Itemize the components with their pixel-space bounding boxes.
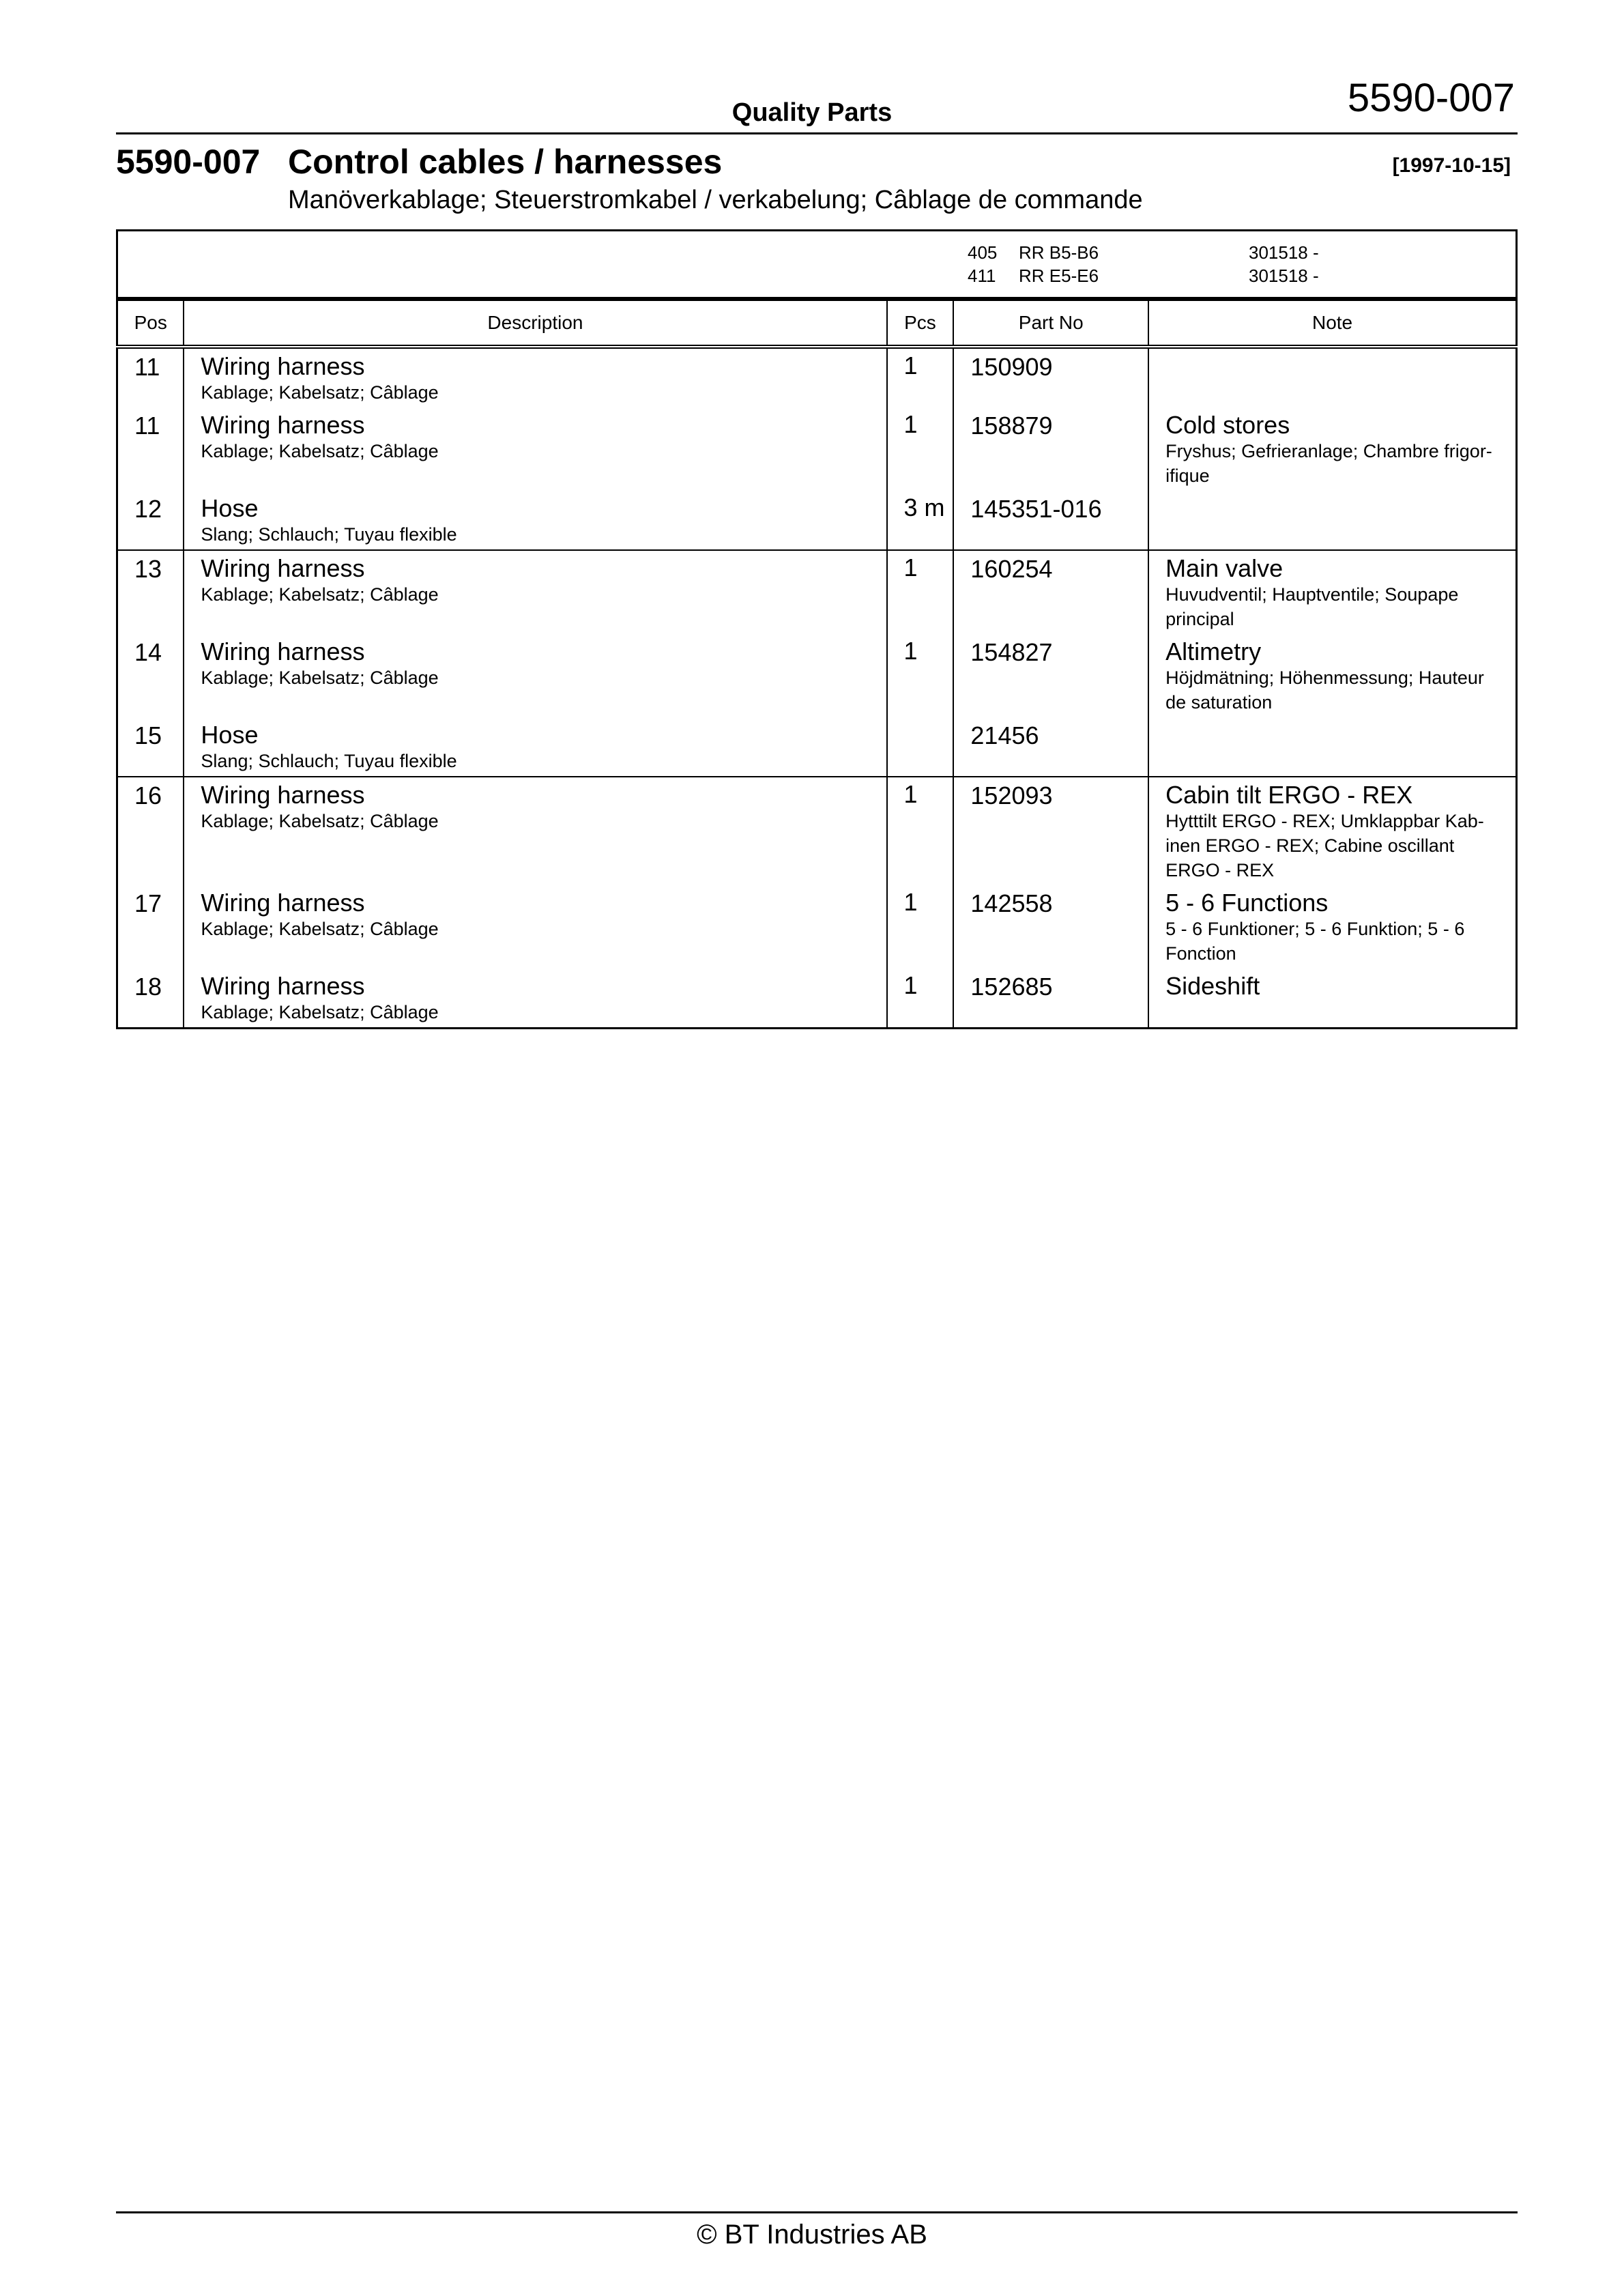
cell-description (184, 550, 886, 634)
table-header-row (117, 300, 1517, 347)
page-code: 5590-007 (1347, 76, 1515, 120)
note-translations: Hytttilt ERGO - REX; Umklappbar Kab-inen ERGO - REX; Cabine oscillant ERGO - REX (1165, 811, 1484, 880)
table-row (117, 968, 1517, 1029)
cell-part-no: 158879 (953, 407, 1148, 491)
cell-part-no: 21456 (953, 717, 1148, 777)
serial-type: RR B5-B6 (1019, 242, 1099, 263)
cell-description (184, 885, 886, 968)
note-main: Cold stores (1165, 411, 1290, 439)
serial-model: 411 (968, 266, 996, 286)
table-row (117, 550, 1517, 634)
description-main: Hose (201, 721, 259, 749)
cell-pos: 15 (117, 717, 184, 777)
cell-pcs: 1 (887, 407, 954, 491)
description-main: Wiring harness (201, 411, 365, 439)
cell-note (1148, 885, 1516, 968)
parts-table (116, 299, 1518, 1029)
section-number: 5590-007 (116, 143, 261, 181)
cell-description (184, 634, 886, 717)
cell-pos: 14 (117, 634, 184, 717)
description-translations: Kablage; Kabelsatz; Câblage (201, 441, 439, 461)
cell-part-no: 154827 (953, 634, 1148, 717)
cell-description (184, 717, 886, 777)
cell-note (1148, 491, 1516, 550)
serial-line (118, 242, 1516, 266)
cell-pcs: 3 m (887, 491, 954, 550)
serial-box (116, 229, 1518, 299)
description-translations: Kablage; Kabelsatz; Câblage (201, 382, 439, 403)
note-translations: Huvudventil; Hauptventile; Soupape principal (1165, 584, 1459, 629)
cell-pos: 12 (117, 491, 184, 550)
cell-part-no: 142558 (953, 885, 1148, 968)
cell-pos: 13 (117, 550, 184, 634)
note-translations (1165, 721, 1502, 724)
serial-number: 301518 - (1249, 242, 1319, 263)
table-row (117, 407, 1517, 491)
section-title: Control cables / harnesses (288, 143, 723, 181)
description-main: Wiring harness (201, 637, 365, 665)
cell-pos: 11 (117, 347, 184, 407)
note-main: Altimetry (1165, 637, 1262, 665)
description-translations: Kablage; Kabelsatz; Câblage (201, 1002, 439, 1022)
column-header-part-no: Part No (953, 300, 1148, 347)
description-main: Wiring harness (201, 554, 365, 582)
cell-pcs: 1 (887, 777, 954, 885)
cell-description (184, 407, 886, 491)
description-translations: Kablage; Kabelsatz; Câblage (201, 668, 439, 688)
cell-part-no: 145351-016 (953, 491, 1148, 550)
section-date: [1997-10-15] (1392, 154, 1511, 177)
note-main: Main valve (1165, 554, 1284, 582)
cell-note (1148, 550, 1516, 634)
cell-note (1148, 407, 1516, 491)
serial-type: RR E5-E6 (1019, 266, 1099, 286)
cell-pcs: 1 (887, 634, 954, 717)
cell-part-no: 150909 (953, 347, 1148, 407)
description-main: Hose (201, 494, 259, 522)
cell-pos: 16 (117, 777, 184, 885)
table-row (117, 777, 1517, 885)
table-row (117, 491, 1517, 550)
column-header-pcs: Pcs (887, 300, 954, 347)
note-translations: 5 - 6 Funktioner; 5 - 6 Funktion; 5 - 6 Fonction (1165, 919, 1465, 964)
description-main: Wiring harness (201, 972, 365, 1000)
description-main: Wiring harness (201, 889, 365, 917)
serial-number: 301518 - (1249, 266, 1319, 286)
serial-model: 405 (968, 242, 998, 263)
section-subtitle: Manöverkablage; Steuerstromkabel / verkabelung; Câblage de commande (288, 186, 1143, 214)
note-translations: Fryshus; Gefrieranlage; Chambre frigor-ifique (1165, 441, 1492, 486)
description-translations: Slang; Schlauch; Tuyau flexible (201, 524, 457, 545)
note-translations (1165, 1000, 1502, 1003)
description-main: Wiring harness (201, 781, 365, 809)
cell-part-no: 160254 (953, 550, 1148, 634)
serial-line (118, 266, 1516, 289)
header-divider (116, 132, 1518, 134)
cell-description (184, 347, 886, 407)
cell-pos: 11 (117, 407, 184, 491)
description-translations: Kablage; Kabelsatz; Câblage (201, 811, 439, 831)
note-translations: Höjdmätning; Höhenmessung; Hauteur de saturation (1165, 668, 1484, 713)
cell-description (184, 968, 886, 1029)
column-header-note: Note (1148, 300, 1516, 347)
table-row (117, 717, 1517, 777)
note-translations (1165, 495, 1502, 498)
description-translations: Kablage; Kabelsatz; Câblage (201, 919, 439, 939)
cell-pos: 17 (117, 885, 184, 968)
description-translations: Slang; Schlauch; Tuyau flexible (201, 751, 457, 771)
note-translations (1165, 353, 1502, 356)
cell-note (1148, 777, 1516, 885)
note-main: 5 - 6 Functions (1165, 889, 1329, 917)
cell-note (1148, 634, 1516, 717)
note-main: Sideshift (1165, 972, 1260, 1000)
footer-copyright: © BT Industries AB (697, 2220, 927, 2250)
cell-description (184, 491, 886, 550)
table-row (117, 347, 1517, 407)
cell-pos: 18 (117, 968, 184, 1029)
cell-pcs: 1 (887, 968, 954, 1029)
description-main: Wiring harness (201, 352, 365, 380)
cell-note (1148, 717, 1516, 777)
cell-part-no: 152685 (953, 968, 1148, 1029)
cell-part-no: 152093 (953, 777, 1148, 885)
footer-divider (116, 2211, 1518, 2213)
cell-pcs (887, 717, 954, 777)
cell-note (1148, 347, 1516, 407)
cell-pcs: 1 (887, 885, 954, 968)
description-translations: Kablage; Kabelsatz; Câblage (201, 584, 439, 605)
cell-description (184, 777, 886, 885)
cell-pcs: 1 (887, 550, 954, 634)
cell-note (1148, 968, 1516, 1029)
note-main: Cabin tilt ERGO - REX (1165, 781, 1413, 809)
table-row (117, 634, 1517, 717)
column-header-description: Description (184, 300, 886, 347)
table-row (117, 885, 1517, 968)
column-header-pos: Pos (117, 300, 184, 347)
parts-table-body (117, 347, 1517, 1029)
page-header-title: Quality Parts (731, 98, 893, 127)
cell-pcs: 1 (887, 347, 954, 407)
